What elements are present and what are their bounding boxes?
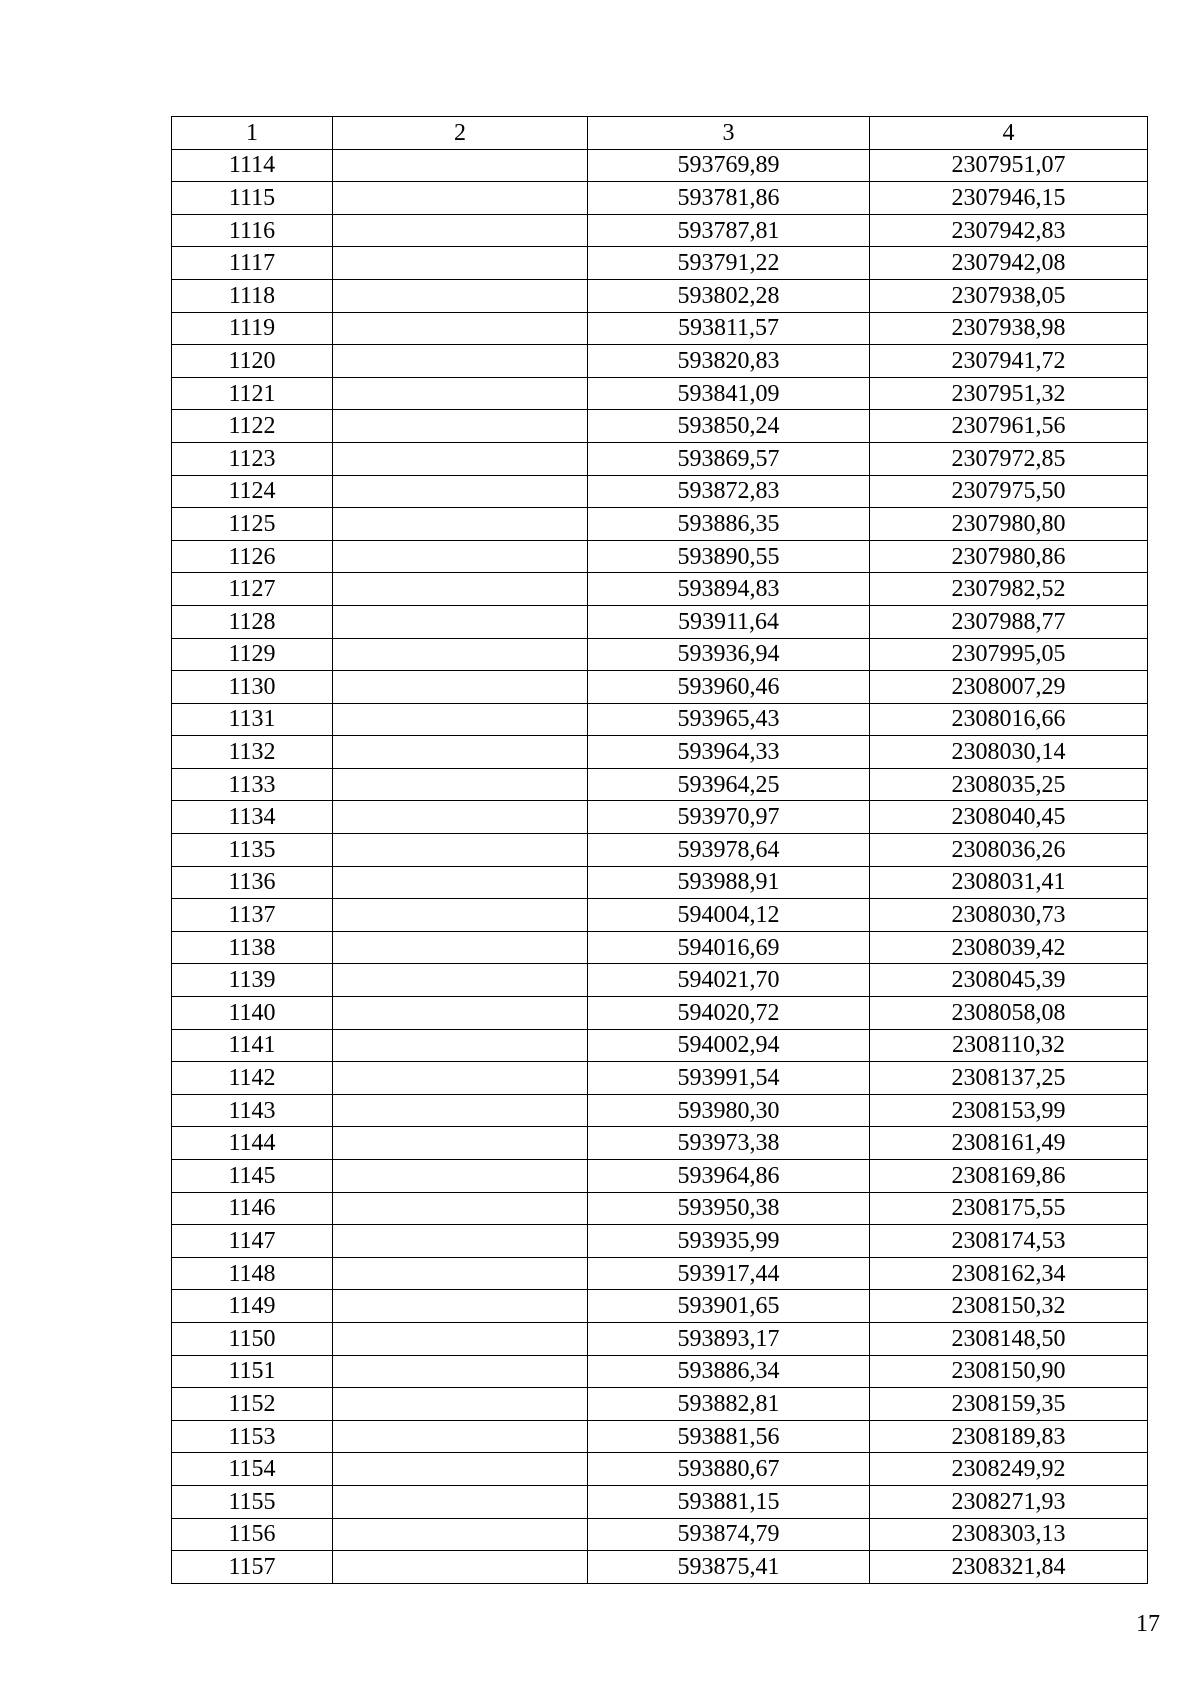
x-coordinate-cell: 593769,89 bbox=[588, 149, 870, 182]
point-number-cell: 1119 bbox=[172, 312, 333, 345]
table-row bbox=[172, 638, 1148, 671]
point-number-cell: 1155 bbox=[172, 1485, 333, 1518]
table-body bbox=[172, 149, 1148, 1583]
y-coordinate-cell: 2308175,55 bbox=[870, 1192, 1148, 1225]
point-number-cell: 1122 bbox=[172, 410, 333, 443]
y-coordinate-cell: 2307951,07 bbox=[870, 149, 1148, 182]
x-coordinate-cell: 593964,86 bbox=[588, 1160, 870, 1193]
y-coordinate-cell: 2307961,56 bbox=[870, 410, 1148, 443]
table-row bbox=[172, 964, 1148, 997]
column-2-cell bbox=[333, 834, 588, 867]
column-2-cell bbox=[333, 1225, 588, 1258]
x-coordinate-cell: 593988,91 bbox=[588, 866, 870, 899]
column-2-cell bbox=[333, 1518, 588, 1551]
column-2-cell bbox=[333, 377, 588, 410]
x-coordinate-cell: 593881,15 bbox=[588, 1485, 870, 1518]
table-row bbox=[172, 866, 1148, 899]
x-coordinate-cell: 593970,97 bbox=[588, 801, 870, 834]
table-row bbox=[172, 573, 1148, 606]
header-row bbox=[172, 117, 1148, 150]
x-coordinate-cell: 593781,86 bbox=[588, 182, 870, 215]
table-row bbox=[172, 1029, 1148, 1062]
x-coordinate-cell: 593787,81 bbox=[588, 214, 870, 247]
column-2-cell bbox=[333, 1322, 588, 1355]
table-row bbox=[172, 703, 1148, 736]
point-number-cell: 1146 bbox=[172, 1192, 333, 1225]
table-row bbox=[172, 410, 1148, 443]
point-number-cell: 1121 bbox=[172, 377, 333, 410]
x-coordinate-cell: 593950,38 bbox=[588, 1192, 870, 1225]
table-row bbox=[172, 1225, 1148, 1258]
y-coordinate-cell: 2308110,32 bbox=[870, 1029, 1148, 1062]
point-number-cell: 1149 bbox=[172, 1290, 333, 1323]
coordinates-table bbox=[171, 116, 1148, 1584]
point-number-cell: 1151 bbox=[172, 1355, 333, 1388]
x-coordinate-cell: 593911,64 bbox=[588, 605, 870, 638]
column-2-cell bbox=[333, 214, 588, 247]
point-number-cell: 1126 bbox=[172, 540, 333, 573]
column-2-cell bbox=[333, 540, 588, 573]
point-number-cell: 1156 bbox=[172, 1518, 333, 1551]
y-coordinate-cell: 2308045,39 bbox=[870, 964, 1148, 997]
column-2-cell bbox=[333, 1388, 588, 1421]
x-coordinate-cell: 593841,09 bbox=[588, 377, 870, 410]
column-2-cell bbox=[333, 149, 588, 182]
column-header-1: 1 bbox=[172, 117, 333, 150]
table-row bbox=[172, 1551, 1148, 1584]
point-number-cell: 1136 bbox=[172, 866, 333, 899]
table-row bbox=[172, 540, 1148, 573]
column-2-cell bbox=[333, 605, 588, 638]
y-coordinate-cell: 2308162,34 bbox=[870, 1257, 1148, 1290]
x-coordinate-cell: 593964,25 bbox=[588, 768, 870, 801]
column-2-cell bbox=[333, 1029, 588, 1062]
table-row bbox=[172, 1062, 1148, 1095]
column-2-cell bbox=[333, 638, 588, 671]
column-2-cell bbox=[333, 1420, 588, 1453]
point-number-cell: 1132 bbox=[172, 736, 333, 769]
x-coordinate-cell: 593965,43 bbox=[588, 703, 870, 736]
y-coordinate-cell: 2307995,05 bbox=[870, 638, 1148, 671]
column-2-cell bbox=[333, 964, 588, 997]
point-number-cell: 1139 bbox=[172, 964, 333, 997]
x-coordinate-cell: 593964,33 bbox=[588, 736, 870, 769]
x-coordinate-cell: 593894,83 bbox=[588, 573, 870, 606]
point-number-cell: 1157 bbox=[172, 1551, 333, 1584]
y-coordinate-cell: 2308174,53 bbox=[870, 1225, 1148, 1258]
column-2-cell bbox=[333, 410, 588, 443]
x-coordinate-cell: 593875,41 bbox=[588, 1551, 870, 1584]
y-coordinate-cell: 2307972,85 bbox=[870, 442, 1148, 475]
table-row bbox=[172, 1257, 1148, 1290]
x-coordinate-cell: 594002,94 bbox=[588, 1029, 870, 1062]
table-row bbox=[172, 671, 1148, 704]
x-coordinate-cell: 593791,22 bbox=[588, 247, 870, 280]
table-row bbox=[172, 1388, 1148, 1421]
y-coordinate-cell: 2308030,14 bbox=[870, 736, 1148, 769]
x-coordinate-cell: 593886,35 bbox=[588, 508, 870, 541]
point-number-cell: 1152 bbox=[172, 1388, 333, 1421]
y-coordinate-cell: 2307975,50 bbox=[870, 475, 1148, 508]
x-coordinate-cell: 593811,57 bbox=[588, 312, 870, 345]
y-coordinate-cell: 2308153,99 bbox=[870, 1094, 1148, 1127]
point-number-cell: 1147 bbox=[172, 1225, 333, 1258]
column-2-cell bbox=[333, 1127, 588, 1160]
point-number-cell: 1125 bbox=[172, 508, 333, 541]
table-row bbox=[172, 1518, 1148, 1551]
table-row bbox=[172, 1127, 1148, 1160]
column-2-cell bbox=[333, 1453, 588, 1486]
table-row bbox=[172, 605, 1148, 638]
x-coordinate-cell: 593978,64 bbox=[588, 834, 870, 867]
y-coordinate-cell: 2308321,84 bbox=[870, 1551, 1148, 1584]
table-row bbox=[172, 214, 1148, 247]
table-row bbox=[172, 1355, 1148, 1388]
column-2-cell bbox=[333, 801, 588, 834]
x-coordinate-cell: 593874,79 bbox=[588, 1518, 870, 1551]
table-row bbox=[172, 442, 1148, 475]
point-number-cell: 1118 bbox=[172, 279, 333, 312]
x-coordinate-cell: 594020,72 bbox=[588, 997, 870, 1030]
point-number-cell: 1138 bbox=[172, 931, 333, 964]
column-2-cell bbox=[333, 736, 588, 769]
y-coordinate-cell: 2308150,32 bbox=[870, 1290, 1148, 1323]
column-2-cell bbox=[333, 1192, 588, 1225]
column-2-cell bbox=[333, 1485, 588, 1518]
x-coordinate-cell: 593917,44 bbox=[588, 1257, 870, 1290]
y-coordinate-cell: 2308303,13 bbox=[870, 1518, 1148, 1551]
point-number-cell: 1127 bbox=[172, 573, 333, 606]
point-number-cell: 1124 bbox=[172, 475, 333, 508]
column-2-cell bbox=[333, 279, 588, 312]
table-row bbox=[172, 508, 1148, 541]
point-number-cell: 1137 bbox=[172, 899, 333, 932]
y-coordinate-cell: 2307988,77 bbox=[870, 605, 1148, 638]
column-2-cell bbox=[333, 312, 588, 345]
table-row bbox=[172, 1192, 1148, 1225]
y-coordinate-cell: 2308271,93 bbox=[870, 1485, 1148, 1518]
column-2-cell bbox=[333, 508, 588, 541]
table-row bbox=[172, 1322, 1148, 1355]
table-row bbox=[172, 279, 1148, 312]
x-coordinate-cell: 593973,38 bbox=[588, 1127, 870, 1160]
y-coordinate-cell: 2307938,98 bbox=[870, 312, 1148, 345]
x-coordinate-cell: 593850,24 bbox=[588, 410, 870, 443]
point-number-cell: 1129 bbox=[172, 638, 333, 671]
point-number-cell: 1120 bbox=[172, 345, 333, 378]
table-row bbox=[172, 801, 1148, 834]
y-coordinate-cell: 2308035,25 bbox=[870, 768, 1148, 801]
column-2-cell bbox=[333, 1160, 588, 1193]
column-2-cell bbox=[333, 1290, 588, 1323]
y-coordinate-cell: 2307942,08 bbox=[870, 247, 1148, 280]
table-row bbox=[172, 768, 1148, 801]
column-2-cell bbox=[333, 573, 588, 606]
column-2-cell bbox=[333, 997, 588, 1030]
table-row bbox=[172, 1160, 1148, 1193]
column-2-cell bbox=[333, 345, 588, 378]
table-row bbox=[172, 475, 1148, 508]
x-coordinate-cell: 593935,99 bbox=[588, 1225, 870, 1258]
point-number-cell: 1153 bbox=[172, 1420, 333, 1453]
y-coordinate-cell: 2308148,50 bbox=[870, 1322, 1148, 1355]
point-number-cell: 1141 bbox=[172, 1029, 333, 1062]
y-coordinate-cell: 2308007,29 bbox=[870, 671, 1148, 704]
point-number-cell: 1135 bbox=[172, 834, 333, 867]
x-coordinate-cell: 593880,67 bbox=[588, 1453, 870, 1486]
y-coordinate-cell: 2307982,52 bbox=[870, 573, 1148, 606]
y-coordinate-cell: 2308031,41 bbox=[870, 866, 1148, 899]
point-number-cell: 1115 bbox=[172, 182, 333, 215]
y-coordinate-cell: 2308058,08 bbox=[870, 997, 1148, 1030]
table-row bbox=[172, 931, 1148, 964]
y-coordinate-cell: 2308036,26 bbox=[870, 834, 1148, 867]
point-number-cell: 1134 bbox=[172, 801, 333, 834]
table-row bbox=[172, 997, 1148, 1030]
point-number-cell: 1144 bbox=[172, 1127, 333, 1160]
x-coordinate-cell: 593980,30 bbox=[588, 1094, 870, 1127]
column-2-cell bbox=[333, 1257, 588, 1290]
page-number: 17 bbox=[1136, 1611, 1160, 1637]
y-coordinate-cell: 2307951,32 bbox=[870, 377, 1148, 410]
x-coordinate-cell: 593881,56 bbox=[588, 1420, 870, 1453]
point-number-cell: 1114 bbox=[172, 149, 333, 182]
table-header bbox=[172, 117, 1148, 150]
column-2-cell bbox=[333, 866, 588, 899]
point-number-cell: 1154 bbox=[172, 1453, 333, 1486]
column-2-cell bbox=[333, 1551, 588, 1584]
point-number-cell: 1140 bbox=[172, 997, 333, 1030]
y-coordinate-cell: 2307938,05 bbox=[870, 279, 1148, 312]
x-coordinate-cell: 593872,83 bbox=[588, 475, 870, 508]
table-row bbox=[172, 1420, 1148, 1453]
column-2-cell bbox=[333, 1062, 588, 1095]
y-coordinate-cell: 2308137,25 bbox=[870, 1062, 1148, 1095]
point-number-cell: 1128 bbox=[172, 605, 333, 638]
column-2-cell bbox=[333, 475, 588, 508]
y-coordinate-cell: 2307980,86 bbox=[870, 540, 1148, 573]
x-coordinate-cell: 593960,46 bbox=[588, 671, 870, 704]
y-coordinate-cell: 2307946,15 bbox=[870, 182, 1148, 215]
y-coordinate-cell: 2307941,72 bbox=[870, 345, 1148, 378]
table-row bbox=[172, 182, 1148, 215]
x-coordinate-cell: 593802,28 bbox=[588, 279, 870, 312]
y-coordinate-cell: 2308169,86 bbox=[870, 1160, 1148, 1193]
column-header-2: 2 bbox=[333, 117, 588, 150]
point-number-cell: 1130 bbox=[172, 671, 333, 704]
table-row bbox=[172, 1485, 1148, 1518]
column-2-cell bbox=[333, 247, 588, 280]
y-coordinate-cell: 2308159,35 bbox=[870, 1388, 1148, 1421]
y-coordinate-cell: 2308249,92 bbox=[870, 1453, 1148, 1486]
table-row bbox=[172, 899, 1148, 932]
x-coordinate-cell: 593890,55 bbox=[588, 540, 870, 573]
x-coordinate-cell: 593820,83 bbox=[588, 345, 870, 378]
table-row bbox=[172, 247, 1148, 280]
point-number-cell: 1133 bbox=[172, 768, 333, 801]
column-2-cell bbox=[333, 1094, 588, 1127]
x-coordinate-cell: 594021,70 bbox=[588, 964, 870, 997]
table-row bbox=[172, 834, 1148, 867]
table-row bbox=[172, 312, 1148, 345]
x-coordinate-cell: 593936,94 bbox=[588, 638, 870, 671]
column-header-4: 4 bbox=[870, 117, 1148, 150]
table-row bbox=[172, 736, 1148, 769]
column-2-cell bbox=[333, 442, 588, 475]
table-row bbox=[172, 345, 1148, 378]
point-number-cell: 1116 bbox=[172, 214, 333, 247]
table-row bbox=[172, 149, 1148, 182]
column-2-cell bbox=[333, 768, 588, 801]
y-coordinate-cell: 2307942,83 bbox=[870, 214, 1148, 247]
x-coordinate-cell: 593901,65 bbox=[588, 1290, 870, 1323]
table-row bbox=[172, 1290, 1148, 1323]
point-number-cell: 1131 bbox=[172, 703, 333, 736]
y-coordinate-cell: 2308039,42 bbox=[870, 931, 1148, 964]
point-number-cell: 1117 bbox=[172, 247, 333, 280]
y-coordinate-cell: 2307980,80 bbox=[870, 508, 1148, 541]
y-coordinate-cell: 2308040,45 bbox=[870, 801, 1148, 834]
table-row bbox=[172, 1094, 1148, 1127]
x-coordinate-cell: 594016,69 bbox=[588, 931, 870, 964]
y-coordinate-cell: 2308189,83 bbox=[870, 1420, 1148, 1453]
x-coordinate-cell: 593869,57 bbox=[588, 442, 870, 475]
point-number-cell: 1145 bbox=[172, 1160, 333, 1193]
column-2-cell bbox=[333, 671, 588, 704]
y-coordinate-cell: 2308161,49 bbox=[870, 1127, 1148, 1160]
x-coordinate-cell: 593882,81 bbox=[588, 1388, 870, 1421]
point-number-cell: 1150 bbox=[172, 1322, 333, 1355]
y-coordinate-cell: 2308030,73 bbox=[870, 899, 1148, 932]
point-number-cell: 1142 bbox=[172, 1062, 333, 1095]
point-number-cell: 1123 bbox=[172, 442, 333, 475]
y-coordinate-cell: 2308150,90 bbox=[870, 1355, 1148, 1388]
column-2-cell bbox=[333, 931, 588, 964]
column-2-cell bbox=[333, 899, 588, 932]
column-2-cell bbox=[333, 1355, 588, 1388]
column-2-cell bbox=[333, 703, 588, 736]
point-number-cell: 1143 bbox=[172, 1094, 333, 1127]
point-number-cell: 1148 bbox=[172, 1257, 333, 1290]
x-coordinate-cell: 593893,17 bbox=[588, 1322, 870, 1355]
x-coordinate-cell: 593886,34 bbox=[588, 1355, 870, 1388]
x-coordinate-cell: 594004,12 bbox=[588, 899, 870, 932]
table-row bbox=[172, 1453, 1148, 1486]
x-coordinate-cell: 593991,54 bbox=[588, 1062, 870, 1095]
column-2-cell bbox=[333, 182, 588, 215]
y-coordinate-cell: 2308016,66 bbox=[870, 703, 1148, 736]
table-row bbox=[172, 377, 1148, 410]
column-header-3: 3 bbox=[588, 117, 870, 150]
